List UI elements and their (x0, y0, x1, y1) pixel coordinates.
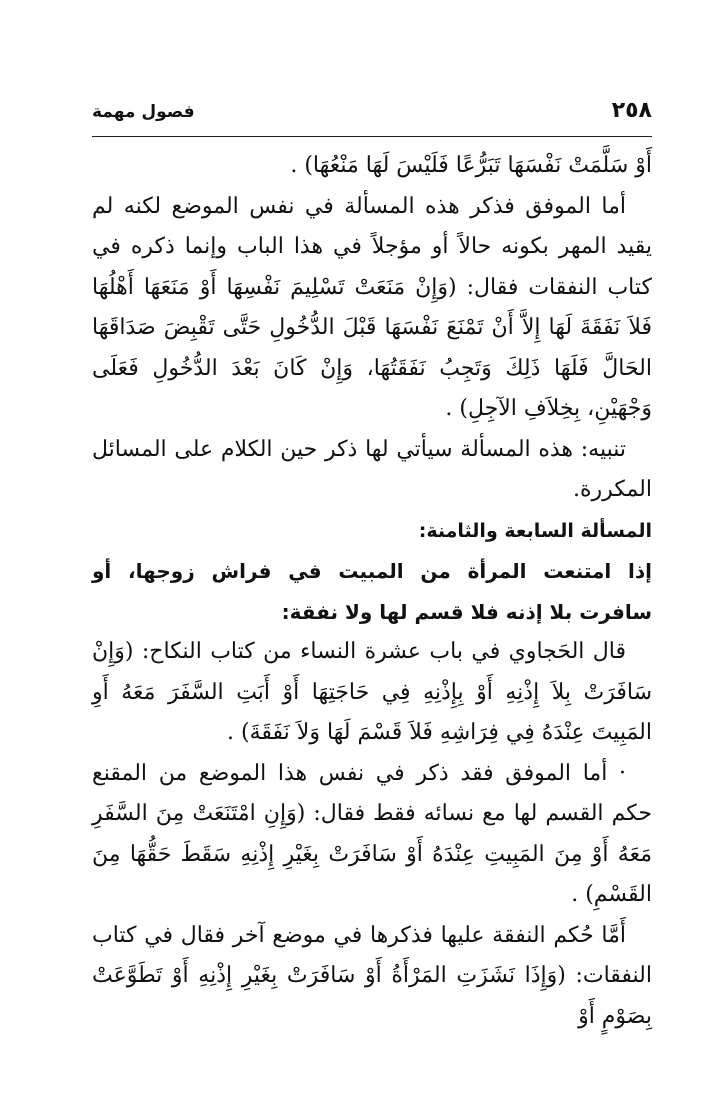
paragraph-muwaffaq-comment: أما الموفق فذكر هذه المسألة في نفس الموضع لكنه لم يقيد المهر بكونه حالاً أو مؤجلاً في هذا الباب وإنما ذكره في كتاب النفقات فقال: (وَإِنْ مَنَعَتْ تَسْلِيمَ نَفْسِهَا أَوْ مَنَعَهَا أَهْلُهَا فَلاَ نَفَقَةَ لَهَا إِلاَّ أَنْ تَمْنَعَ نَفْسَهَا قَبْلَ الدُّخُولِ حَتَّى تَقْبِضَ صَدَاقَهَا الحَالَّ فَلَهَا ذَلِكَ وَتَجِبُ نَفَقَتُهَا، وَإِنْ كَانَ بَعْدَ الدُّخُولِ فَعَلَى وَجْهَيْنِ، بِخِلاَفِ الآجِلِ) . (92, 193, 652, 421)
page-header (92, 96, 652, 130)
header-divider (92, 136, 652, 137)
page-number: ٢٥٨ (611, 98, 652, 123)
paragraph-nafaqa: أَمَّا حُكم النفقة عليها فذكرها في موضع آخر فقال في كتاب النفقات: (وَإِذَا نَشَزَتِ المَرْأَةُ أَوْ سَافَرَتْ بِغَيْرِ إِذْنِهِ أَوْ تَطَوَّعَتْ بِصَوْمٍ أَوْ (92, 922, 652, 1029)
paragraph-quote-continuation: أَوْ سَلَّمَتْ نَفْسَهَا تَبَرُّعًا فَلَيْسَ لَهَا مَنْعُهَا) . (290, 153, 652, 178)
section-heading: المسألة السابعة والثامنة: (418, 519, 652, 542)
paragraph-note: تنبيه: هذه المسألة سيأتي لها ذكر حين الكلام على المسائل المكررة. (92, 436, 652, 502)
paragraph-muwaffaq-qasm: · أما الموفق فقد ذكر في نفس هذا الموضع من المقنع حكم القسم لها مع نسائه فقط فقال: (وَإِنِ امْتَنَعَتْ مِنَ السَّفَرِ مَعَهُ أَوْ مِنَ المَبِيتِ عِنْدَهُ أَوْ سَافَرَتْ بِغَيْرِ إِذْنِهِ سَقَطَ حَقُّهَا مِنَ القَسْمِ) . (92, 760, 652, 907)
running-title: فصول مهمة (92, 102, 195, 122)
section-subheading: إذا امتنعت المرأة من المبيت في فراش زوجها، أو سافرت بلا إذنه فلا قسم لها ولا نفقة: (92, 559, 652, 624)
paragraph-hajjawi-quote: قال الحَجاوي في باب عشرة النساء من كتاب النكاح: (وَإِنْ سَافَرَتْ بِلاَ إِذْنِهِ أَوْ بِإِذْنِهِ فِي حَاجَتِهَا أَوْ أَبَتِ السَّفَرَ مَعَهُ أَوِ المَبِيتَ عِنْدَهُ فِي فِرَاشِهِ فَلاَ قَسْمَ لَهَا وَلاَ نَفَقَةَ) . (92, 639, 652, 745)
page-body (92, 146, 652, 1037)
